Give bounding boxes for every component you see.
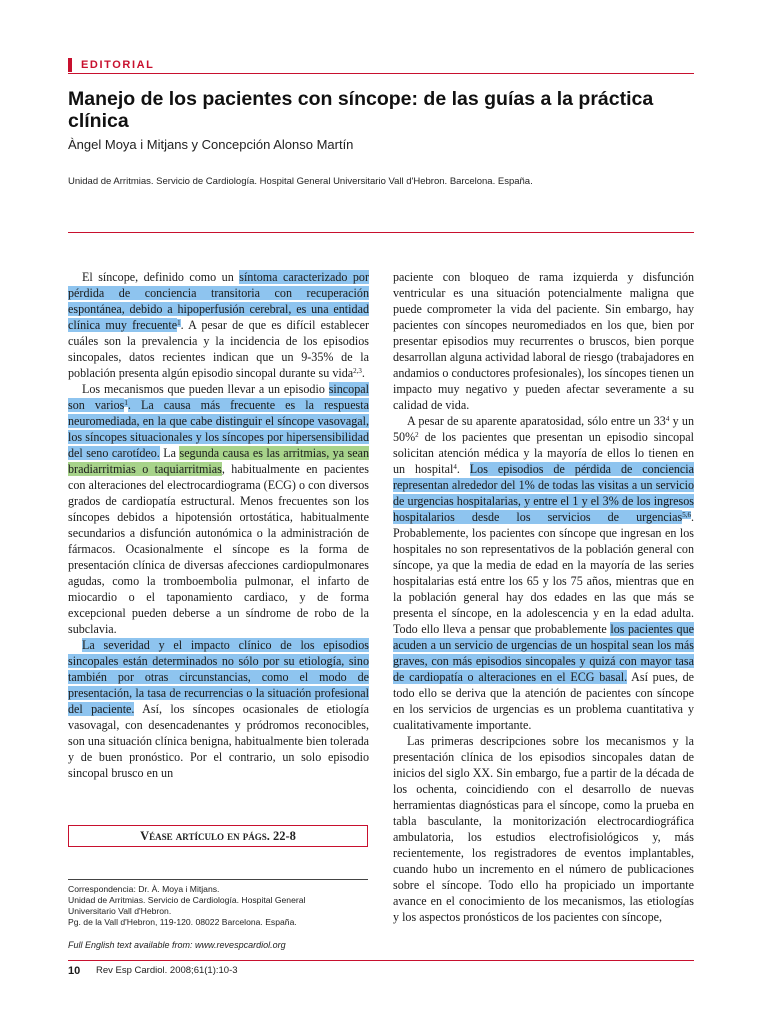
section-marker [68, 58, 72, 72]
footnote-rule [68, 879, 368, 880]
paragraph: A pesar de su aparente aparatosidad, sólo entre un $33^4$ y un 50%$^2$ de los pacientes que presentan un episodio sincopal solicitan atención médica y la mayoría de ellos lo tienen en un hospital$^4$. Los episodios de pérdida de conciencia representan alrededor del 1% de todas las visitas a un servicio de urgencias hospitalarias, y entre el 1 y el 3% de los ingresos hospitalarios desde los servicios de urgencias$^{5,6}$. Probablemente, los pacientes con síncope que ingresan en los hospitales no son representativos de la población general con síncope, ya que la media de edad en la mayoría de las series hospitalarias está entre los 65 y los 75 años, mientras que en la población general hay dos edades en las que más se presenta el síncope, en la adolescencia y en la edad adulta. Todo ello lleva a pensar que probablemente los pacientes que acuden a un servicio de urgencias de un hospital sean los más graves, con más episodios sincopales y quizá con mayor tasa de cardiopatía o alteraciones en el ECG basal. Así pues, de todo ello se deriva que la atención de pacientes con síncope en los servicios de urgencias es un problema cuantitativa y cualitativamente importante. [393, 414, 695, 732]
highlight-green: segunda causa es las arritmias, ya sean bradiarritmias o taquiarritmias [68, 446, 370, 476]
article-title: Manejo de los pacientes con síncope: de las guías a la práctica clínica [68, 88, 654, 132]
paragraph: El síncope, definido como un síntoma caracterizado por pérdida de conciencia transitoria con recuperación espontánea, debido a hipoperfusión cerebral, es una entidad clínica muy frecuente$^1$. A pesar de que es difícil establecer cuáles son la prevalencia y la incidencia de los episodios sincopales, datos recientes indican que un 9-35% de la población presenta algún episodio sincopal durante su vida$^{2,3}$. [68, 270, 369, 380]
paragraph: La severidad y el impacto clínico de los episodios sincopales están determinados no sólo por su etiología, sino también por otras circunstancias, como el modo de presentación, la tasa de recurrencias o la situación profesional del paciente. Así, los síncopes ocasionales de etiología vasovagal, con desencadenantes y pródromos reconocibles, son una situación clínica benigna, habitualmente bien tolerada y de buen pronóstico. Por el contrario, un solo episodio sincopal brusco en un [68, 638, 369, 780]
highlight: síntoma caracterizado por pérdida de conciencia transitoria con recuperación espontánea, debido a hipoperfusión cerebral, es una entidad clínica muy frecuente [68, 270, 369, 332]
highlight: sincopal son varios [68, 382, 369, 412]
article-authors: Àngel Moya i Mitjans y Concepción Alonso Martín [68, 137, 354, 152]
highlight: La severidad y el impacto clínico de los episodios sincopales están determinados no sólo por su etiología, sino también por otras circunstancias, como el modo de presentación, la tasa de recurrencias o la situación profesional del paciente. [68, 638, 369, 716]
see-article-box: Véase artículo en págs. 22-8 [68, 825, 368, 847]
header-rule [68, 73, 694, 74]
citation: 5,6 [682, 511, 691, 519]
citation: 4 [665, 415, 670, 423]
correspondence-line: Unidad de Arritmias. Servicio de Cardiología. Hospital General [68, 895, 306, 905]
citation: 1 [177, 319, 181, 327]
citation: 1 [124, 399, 128, 407]
citation: 4 [453, 463, 457, 471]
highlight: . La causa más frecuente es la respuesta neuromediada, en la que cabe distinguir el síncope vasovagal, los síncopes situacionales y los síncopes por hipersensibilidad del seno carotídeo. [68, 398, 369, 460]
correspondence-line: Pg. de la Vall d'Hebron, 119-120. 08022 Barcelona. España. [68, 917, 297, 927]
section-label: EDITORIAL [81, 59, 155, 71]
paragraph: Los mecanismos que pueden llevar a un episodio sincopal son varios$^1$. La causa más frecuente es la respuesta neuromediada, en la que cabe distinguir el síncope vasovagal, los síncopes situacionales y los síncopes por hipersensibilidad del seno carotídeo. La segunda causa es las arritmias, ya sean bradiarritmias o taquiarritmias, habitualmente en pacientes con alteraciones del electrocardiograma (ECG) o con diversos grados de cardiopatía estructural. Menos frecuentes son los síncopes debidos a hipotensión ortostática, habitualmente secundarios a disfunción autonómica o la administración de fármacos. Ocasionalmente el síncope es la forma de presentación clínica de diversas afecciones cardiopulmonares agudas, como la tromboembolia pulmonar, el infarto de miocardio o el taponamiento cardiaco, y de forma excepcional pueden deberse a un síndrome de robo de la subclavia. [68, 382, 370, 636]
citation: 2,3 [353, 367, 362, 375]
body-column-right [393, 269, 694, 925]
full-english-link[interactable]: Full English text available from: www.revespcardiol.org [68, 940, 286, 950]
paragraph: paciente con bloqueo de rama izquierda y disfunción ventricular es una situación potencialmente maligna que puede comprometer la vida del paciente. Sin embargo, hay pacientes con síncopes neuromediados en los que, bien por presentar episodios muy recurrentes o bruscos, bien porque desarrollan alguna actividad laboral de riesgo (trabajadores en andamios o conductores profesionales), los síncopes tienen un impacto muy negativo y pueden afectar severamente a su calidad de vida. [393, 270, 694, 412]
correspondence-note [68, 884, 370, 928]
citation: 2 [415, 431, 419, 439]
highlight: Los episodios de pérdida de conciencia representan alrededor del 1% de todas las visitas a un servicio de urgencias hospitalarias, y entre el 1 y el 3% de los ingresos hospitalarios desde los servicios de urgencias [393, 462, 694, 524]
paragraph: Las primeras descripciones sobre los mecanismos y la presentación clínica de los episodios sincopales datan de inicios del siglo XX. Sin embargo, fue a partir de la década de los ochenta, coincidiendo con el desarrollo de nuevas herramientas diagnósticas para el síncope, como la prueba en tabla basculante, la monitorización electrocardiográfica ambulatoria, los estudios electrofisiológicos y, más recientemente, los registradores de eventos implantables, cuando hubo un incremento en el número de publicaciones sobre el síncope. Todo ello ha propiciado un importante avance en el conocimiento de los mecanismos, las etiologías y los aspectos pronósticos de los pacientes con síncope, [393, 734, 694, 924]
highlight: los pacientes que acuden a un servicio de urgencias de un hospital sean los más graves, con más episodios sincopales y quizá con mayor tasa de cardiopatía o alteraciones en el ECG basal. [393, 622, 694, 684]
footer-rule [68, 960, 694, 961]
correspondence-line: Universitario Vall d'Hebron. [68, 906, 172, 916]
journal-citation: Rev Esp Cardiol. 2008;61(1):10-3 [96, 965, 238, 976]
header-bottom-rule [68, 232, 694, 233]
page-number: 10 [68, 965, 81, 977]
author-affiliation: Unidad de Arritmias. Servicio de Cardiología. Hospital General Universitario Vall d'Hebron. Barcelona. España. [68, 176, 533, 187]
correspondence-line: Correspondencia: Dr. À. Moya i Mitjans. [68, 884, 220, 894]
body-column-left [68, 269, 369, 781]
